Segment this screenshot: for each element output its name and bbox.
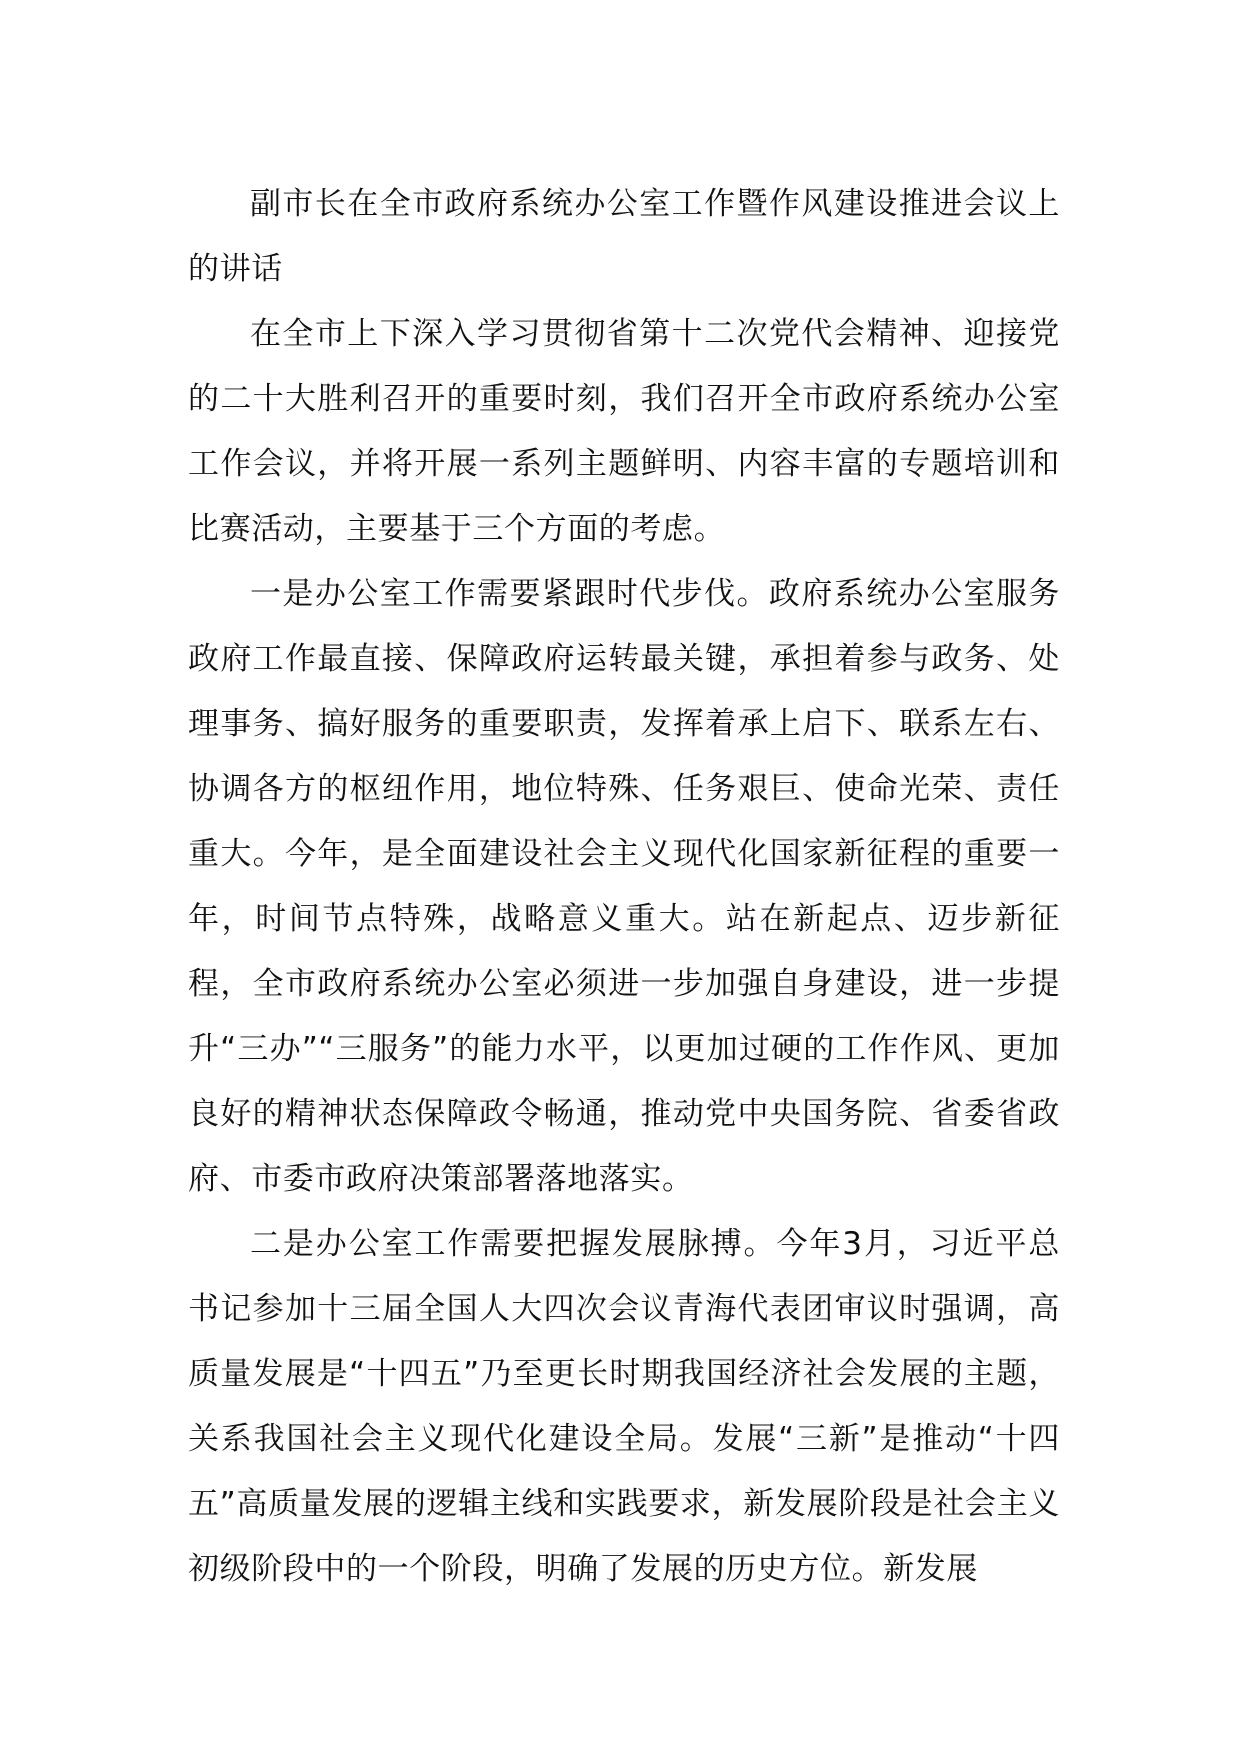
paragraph-point-two: 二是办公室工作需要把握发展脉搏。今年3月，习近平总书记参加十三届全国人大四次会议青海代表团审议时强调，高质量发展是“十四五”乃至更长时期我国经济社会发展的主题，关系我国社会主义现代化建设全局。发展“三新”是推动“十四五”高质量发展的逻辑主线和实践要求，新发展阶段是社会主义初级阶段中的一个阶段，明确了发展的历史方位。新发展 bbox=[188, 1226, 1060, 1587]
document-title: 副市长在全市政府系统办公室工作暨作风建设推进会议上的讲话 bbox=[188, 186, 1060, 287]
paragraph-intro: 在全市上下深入学习贯彻省第十二次党代会精神、迎接党的二十大胜利召开的重要时刻，我们召开全市政府系统办公室工作会议，并将开展一系列主题鲜明、内容丰富的专题培训和比赛活动，主要基于三个方面的考虑。 bbox=[188, 316, 1060, 547]
document-body bbox=[188, 172, 1060, 1602]
paragraph-point-one: 一是办公室工作需要紧跟时代步伐。政府系统办公室服务政府工作最直接、保障政府运转最关键，承担着参与政务、处理事务、搞好服务的重要职责，发挥着承上启下、联系左右、协调各方的枢纽作用，地位特殊、任务艰巨、使命光荣、责任重大。今年，是全面建设社会主义现代化国家新征程的重要一年，时间节点特殊，战略意义重大。站在新起点、迈步新征程，全市政府系统办公室必须进一步加强自身建设，进一步提升“三办”“三服务”的能力水平，以更加过硬的工作作风、更加良好的精神状态保障政令畅通，推动党中央国务院、省委省政府、市委市政府决策部署落地落实。 bbox=[188, 576, 1060, 1197]
